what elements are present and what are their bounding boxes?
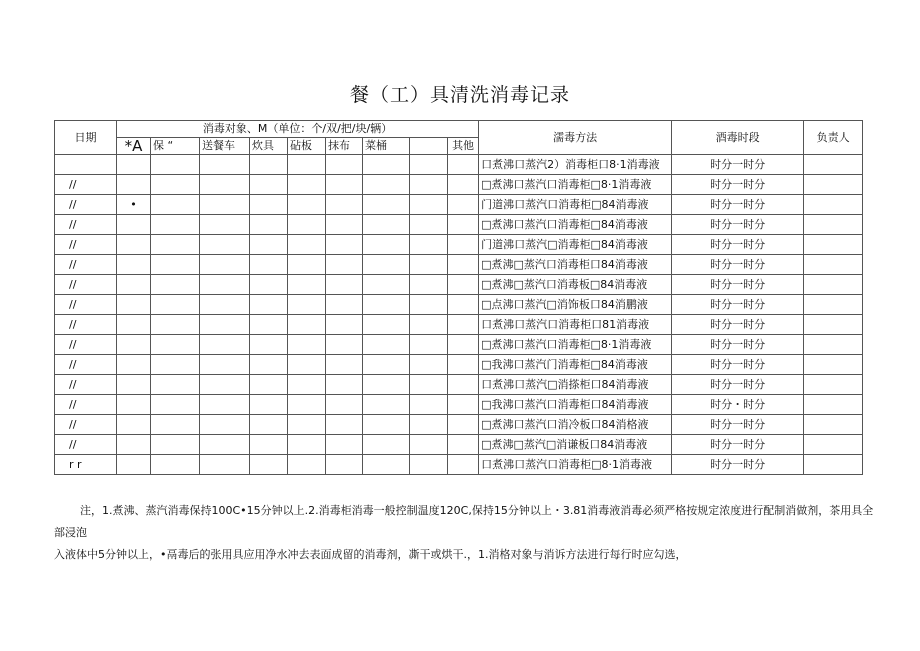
row-method: □我沸口蒸汽门消毒柜□84消毒液 <box>479 355 672 375</box>
row-person <box>804 415 863 435</box>
object-cell <box>151 255 200 275</box>
row-person <box>804 435 863 455</box>
object-cell <box>250 455 288 475</box>
object-cell <box>363 295 410 315</box>
row-date: // <box>55 255 117 275</box>
row-mark: • <box>117 195 151 215</box>
object-cell <box>326 155 363 175</box>
row-method: □煮沸口蒸汽口消毒柜□8·1消毒液 <box>479 335 672 355</box>
object-cell <box>151 195 200 215</box>
row-period: 时分一时分 <box>672 375 804 395</box>
object-cell <box>200 195 250 215</box>
table-row <box>55 195 863 215</box>
object-cell <box>326 455 363 475</box>
sub-header: *A <box>117 138 151 155</box>
object-cell <box>151 355 200 375</box>
object-cell <box>200 335 250 355</box>
row-method: □煮沸口蒸汽口消冷板口84消格液 <box>479 415 672 435</box>
object-cell <box>151 375 200 395</box>
object-cell <box>250 255 288 275</box>
object-cell <box>448 295 479 315</box>
row-date: // <box>55 395 117 415</box>
row-person <box>804 315 863 335</box>
object-cell <box>288 355 326 375</box>
object-cell <box>410 195 448 215</box>
object-cell <box>363 255 410 275</box>
row-person <box>804 175 863 195</box>
row-date: // <box>55 435 117 455</box>
table-row <box>55 415 863 435</box>
row-date: // <box>55 295 117 315</box>
object-cell <box>288 255 326 275</box>
row-period: 时分・时分 <box>672 395 804 415</box>
object-cell <box>448 195 479 215</box>
row-date: // <box>55 355 117 375</box>
object-cell <box>410 335 448 355</box>
object-cell <box>200 415 250 435</box>
table-row <box>55 355 863 375</box>
object-cell <box>200 375 250 395</box>
row-mark <box>117 155 151 175</box>
object-cell <box>448 435 479 455</box>
row-mark <box>117 315 151 335</box>
table-row <box>55 455 863 475</box>
object-cell <box>363 275 410 295</box>
object-cell <box>151 315 200 335</box>
object-cell <box>200 215 250 235</box>
row-method: 口煮沸口蒸汽口消毒柜□8·1消毒液 <box>479 455 672 475</box>
object-cell <box>288 235 326 255</box>
row-period: 时分一时分 <box>672 415 804 435</box>
object-cell <box>410 275 448 295</box>
row-period: 时分一时分 <box>672 215 804 235</box>
object-cell <box>326 295 363 315</box>
row-period: 时分一时分 <box>672 195 804 215</box>
object-cell <box>326 175 363 195</box>
object-cell <box>363 155 410 175</box>
object-cell <box>448 415 479 435</box>
object-cell <box>151 435 200 455</box>
object-cell <box>151 155 200 175</box>
object-cell <box>410 455 448 475</box>
object-cell <box>200 235 250 255</box>
row-mark <box>117 415 151 435</box>
row-method: □煮沸□蒸汽口消毒柜口84消毒液 <box>479 255 672 275</box>
object-cell <box>250 275 288 295</box>
object-cell <box>288 395 326 415</box>
row-date: // <box>55 315 117 335</box>
disinfection-record-table <box>54 120 863 475</box>
object-cell <box>250 315 288 335</box>
object-cell <box>151 295 200 315</box>
table-row <box>55 235 863 255</box>
object-cell <box>250 395 288 415</box>
object-cell <box>326 275 363 295</box>
table-row <box>55 295 863 315</box>
row-mark <box>117 175 151 195</box>
object-cell <box>363 335 410 355</box>
row-period: 时分一时分 <box>672 275 804 295</box>
row-person <box>804 215 863 235</box>
object-cell <box>410 235 448 255</box>
table-row <box>55 215 863 235</box>
object-cell <box>363 315 410 335</box>
object-cell <box>410 435 448 455</box>
object-cell <box>410 375 448 395</box>
object-cell <box>363 355 410 375</box>
object-cell <box>288 315 326 335</box>
object-cell <box>250 295 288 315</box>
object-cell <box>410 315 448 335</box>
row-person <box>804 275 863 295</box>
row-mark <box>117 355 151 375</box>
object-cell <box>288 215 326 235</box>
header-period: 酒毒时段 <box>672 121 804 155</box>
object-cell <box>250 355 288 375</box>
row-date: // <box>55 275 117 295</box>
row-date: // <box>55 215 117 235</box>
notes <box>54 500 874 566</box>
object-cell <box>448 275 479 295</box>
object-cell <box>288 435 326 455</box>
row-person <box>804 235 863 255</box>
row-person <box>804 295 863 315</box>
row-date: // <box>55 235 117 255</box>
note-line-2: 入液体中5分钟以上，•鬲毒后的张用具应用净水冲去表面成留的消毒剂，凘干或烘干.，1.消格对象与消诉方法进行每行时应勾选， <box>54 548 687 561</box>
object-cell <box>326 375 363 395</box>
object-cell <box>448 355 479 375</box>
object-cell <box>448 235 479 255</box>
object-cell <box>250 415 288 435</box>
table-row <box>55 375 863 395</box>
row-mark <box>117 395 151 415</box>
object-cell <box>363 395 410 415</box>
row-mark <box>117 295 151 315</box>
object-cell <box>288 375 326 395</box>
object-cell <box>363 415 410 435</box>
row-mark <box>117 275 151 295</box>
object-cell <box>363 455 410 475</box>
object-cell <box>326 355 363 375</box>
object-cell <box>200 295 250 315</box>
object-cell <box>363 195 410 215</box>
row-method: □煮沸口蒸汽口消毒柜□8·1消毒液 <box>479 175 672 195</box>
row-person <box>804 355 863 375</box>
object-cell <box>200 455 250 475</box>
row-mark <box>117 215 151 235</box>
object-cell <box>200 435 250 455</box>
object-cell <box>410 295 448 315</box>
object-cell <box>448 395 479 415</box>
table-row <box>55 335 863 355</box>
header-objects: 消毒对象、M（单位：个/双/把/块/辆） <box>117 121 479 138</box>
row-person <box>804 255 863 275</box>
row-person <box>804 455 863 475</box>
object-cell <box>448 175 479 195</box>
object-cell <box>151 215 200 235</box>
row-date: // <box>55 335 117 355</box>
table-row <box>55 395 863 415</box>
object-cell <box>326 435 363 455</box>
header-person: 负责人 <box>804 121 863 155</box>
object-cell <box>410 175 448 195</box>
object-cell <box>250 335 288 355</box>
sub-header: 抹布 <box>326 138 363 155</box>
object-cell <box>288 275 326 295</box>
object-cell <box>250 215 288 235</box>
object-cell <box>200 355 250 375</box>
row-method: □煮沸口蒸汽口消毒柜□84消毒液 <box>479 215 672 235</box>
table-row <box>55 275 863 295</box>
object-cell <box>448 375 479 395</box>
row-method: 门道沸口蒸汽口消毒柜□84消毒液 <box>479 195 672 215</box>
object-cell <box>151 455 200 475</box>
row-person <box>804 155 863 175</box>
sub-header: 其他 <box>448 138 479 155</box>
object-cell <box>410 215 448 235</box>
header-method: 濡毒方法 <box>479 121 672 155</box>
row-date <box>55 155 117 175</box>
row-period: 时分一时分 <box>672 295 804 315</box>
row-date: // <box>55 195 117 215</box>
object-cell <box>410 255 448 275</box>
object-cell <box>250 435 288 455</box>
object-cell <box>288 195 326 215</box>
row-person <box>804 335 863 355</box>
table-row <box>55 315 863 335</box>
sub-header: 砧板 <box>288 138 326 155</box>
row-method: □煮沸□蒸汽□消谦板口84消毒液 <box>479 435 672 455</box>
object-cell <box>288 455 326 475</box>
row-period: 时分一时分 <box>672 455 804 475</box>
row-period: 时分一时分 <box>672 335 804 355</box>
row-method: 口煮沸口蒸汽2）消毒柜口8·1消毒液 <box>479 155 672 175</box>
row-period: 时分一时分 <box>672 255 804 275</box>
page-title: 餐（工）具清洗消毒记录 <box>349 84 570 106</box>
sub-header <box>410 138 448 155</box>
object-cell <box>288 175 326 195</box>
object-cell <box>250 235 288 255</box>
sub-header: 保 “ <box>151 138 200 155</box>
row-mark <box>117 435 151 455</box>
object-cell <box>326 215 363 235</box>
object-cell <box>200 155 250 175</box>
object-cell <box>448 315 479 335</box>
row-date: r r <box>55 455 117 475</box>
object-cell <box>326 395 363 415</box>
object-cell <box>151 175 200 195</box>
object-cell <box>200 175 250 195</box>
row-period: 时分一时分 <box>672 435 804 455</box>
object-cell <box>288 415 326 435</box>
row-person <box>804 195 863 215</box>
object-cell <box>326 315 363 335</box>
row-mark <box>117 235 151 255</box>
object-cell <box>200 255 250 275</box>
object-cell <box>288 295 326 315</box>
row-method: 口煮沸口蒸汽□消搽柜口84消毒液 <box>479 375 672 395</box>
sub-header: 送餐车 <box>200 138 250 155</box>
object-cell <box>250 155 288 175</box>
sub-header: 菜桶 <box>363 138 410 155</box>
object-cell <box>410 355 448 375</box>
object-cell <box>250 375 288 395</box>
object-cell <box>326 235 363 255</box>
object-cell <box>326 195 363 215</box>
header-date: 日期 <box>55 121 117 155</box>
object-cell <box>448 215 479 235</box>
row-method: □点沸口蒸汽□消饰板口84消鹏液 <box>479 295 672 315</box>
row-person <box>804 375 863 395</box>
row-mark <box>117 455 151 475</box>
object-cell <box>326 335 363 355</box>
object-cell <box>363 235 410 255</box>
object-cell <box>288 155 326 175</box>
row-date: // <box>55 375 117 395</box>
row-mark <box>117 255 151 275</box>
object-cell <box>363 435 410 455</box>
object-cell <box>151 415 200 435</box>
row-period: 时分一时分 <box>672 235 804 255</box>
table-row <box>55 255 863 275</box>
object-cell <box>288 335 326 355</box>
object-cell <box>410 415 448 435</box>
object-cell <box>151 335 200 355</box>
object-cell <box>448 155 479 175</box>
row-date: // <box>55 415 117 435</box>
object-cell <box>326 415 363 435</box>
table-row <box>55 175 863 195</box>
row-period: 时分一时分 <box>672 155 804 175</box>
note-line-1: 注，1.煮沸、蒸汽消毒保持100C•15分钟以上.2.消毒柜消毒一般控制温度120C,保持15分钟以上・3.81消毒液消毒必须严格按规定浓度进行配制消做剂，茶用具全部浸泡 <box>54 504 874 539</box>
row-mark <box>117 335 151 355</box>
row-period: 时分一时分 <box>672 315 804 335</box>
object-cell <box>410 395 448 415</box>
row-period: 时分一时分 <box>672 175 804 195</box>
object-cell <box>448 455 479 475</box>
object-cell <box>151 395 200 415</box>
row-date: // <box>55 175 117 195</box>
row-mark <box>117 375 151 395</box>
object-cell <box>363 375 410 395</box>
object-cell <box>151 235 200 255</box>
row-method: □我沸口蒸汽口消毒柜口84消毒液 <box>479 395 672 415</box>
row-person <box>804 395 863 415</box>
object-cell <box>410 155 448 175</box>
object-cell <box>448 335 479 355</box>
object-cell <box>363 175 410 195</box>
row-method: 口煮沸口蒸汽口消毒柜口81消毒液 <box>479 315 672 335</box>
row-method: □煮沸□蒸汽口消毒板□84消毒液 <box>479 275 672 295</box>
object-cell <box>363 215 410 235</box>
object-cell <box>448 255 479 275</box>
object-cell <box>250 195 288 215</box>
row-period: 时分一时分 <box>672 355 804 375</box>
object-cell <box>200 275 250 295</box>
object-cell <box>250 175 288 195</box>
object-cell <box>200 315 250 335</box>
table-row <box>55 435 863 455</box>
object-cell <box>200 395 250 415</box>
row-method: 门道沸口蒸汽□消毒柜□84消毒液 <box>479 235 672 255</box>
object-cell <box>326 255 363 275</box>
table-row <box>55 155 863 175</box>
sub-header: 炊具 <box>250 138 288 155</box>
object-cell <box>151 275 200 295</box>
